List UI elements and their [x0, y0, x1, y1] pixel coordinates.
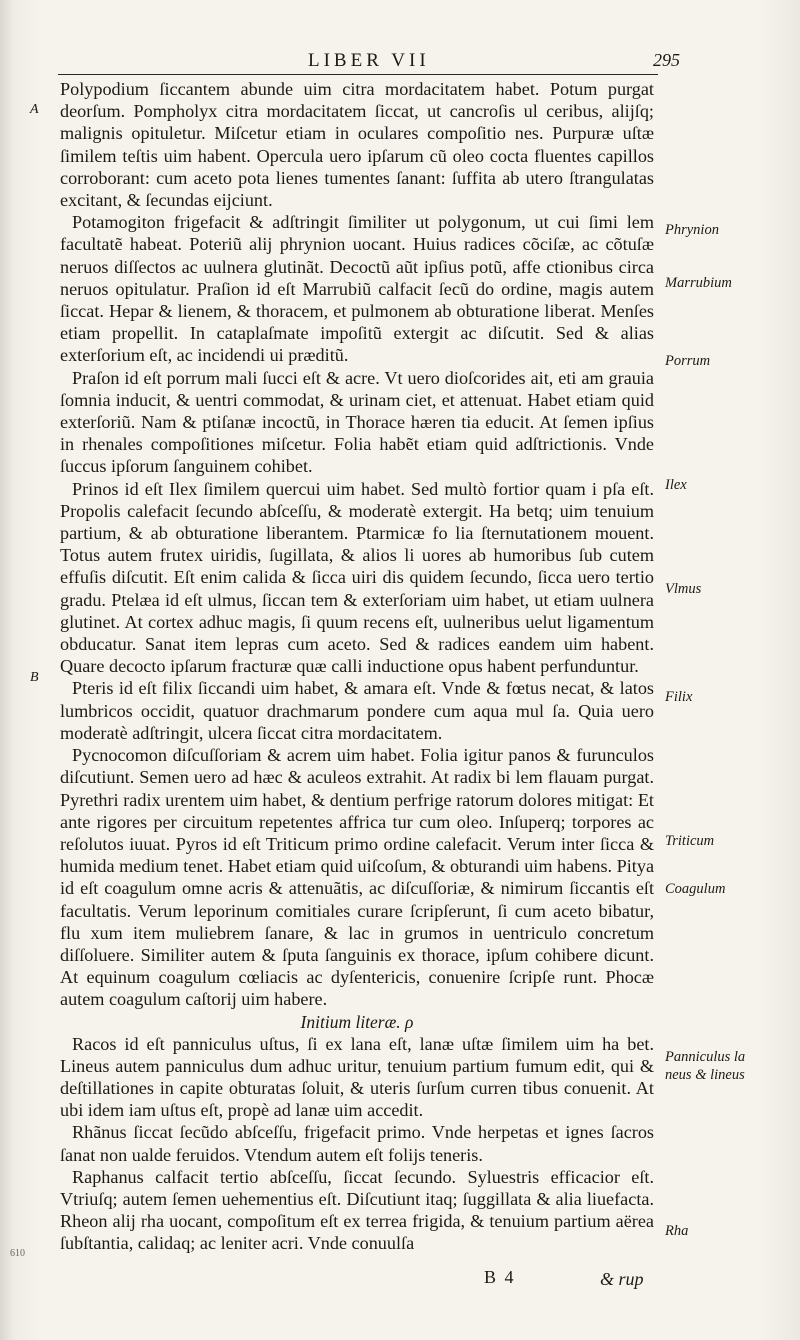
side-letter-b: B — [30, 670, 39, 685]
paragraph-pteris: Pteris id eſt filix ſiccandi uim habet, & amara eſt. Vnde & fœtus necat, & latos lumbricos occidit, quatuor drachmarum pondere cum aqua mul ſa. Quia uero moderatè adſtringit, ulcera ſiccat citra mordacitatem. — [60, 678, 654, 743]
margin-note-porrum: Porrum — [665, 353, 711, 369]
paragraph-prason: Praſon id eſt porrum mali ſucci eſt & acre. Vt uero dioſcorides ait, eti am grauia ſomnia inducit, & uentri commodat, & urinam ciet, et attenuat. Habet etiam quid exterſoriũ. Nam & ptiſanæ incoctũ, in Thorace hæren tia educit. At ſemen ipſius in rhenales compoſitiones miſcetur. Folia habẽt etiam quid adſtrictionis. Vnde ſuccus ipſorum ſanguinem cohibet. — [60, 367, 654, 477]
paragraph-potamogiton: Potamogiton frigefacit & adſtringit ſimiliter ut polygonum, ut cui ſimi lem facultatẽ habeat. Poteriũ alij phrynion uocant. Huius radices cõciſæ, ac cõtuſæ neruos diſſectos ac uulnera glutinãt. Decoctũ aũt ipſius potũ, affe ctionibus circa neruos opitulatur. Praſion id eſt Marrubiũ calfacit ſecũ do ordine, magis autem ſiccat. Hepar & lienem, & thoracem, et pulmonem ab obturatione liberat. Menſes etiam propellit. In cataplaſmate impoſitũ extergit ac diſcutit. Sed & alias exterſorium eſt, ac incidendi ui præditũ. — [60, 212, 654, 366]
page-header — [58, 44, 680, 75]
margin-note-ilex: Ilex — [665, 477, 687, 493]
paragraph-pycnocomon: Pycnocomon diſcuſſoriam & acrem uim habet. Folia igitur panos & furunculos diſcutiunt. Semen uero ad hæc & aculeos extrahit. At radix bi lem flauam purgat. Pyrethri radix urentem uim habet, & dentium perfrige ratorum dolores mitigat: Et ante rigores per circuitum repetentes affrica tur cum oleo. Inſuperq; torpores ac reſolutos iuuat. Pyros id eſt Triticum primo ordine calefacit. Verum inter ſicca & humida medium tenet. Habet etiam quid uiſcoſum, & obturandi uim habens. Pitya id eſt coagulum omne acris & attenuãtis, ac diſcuſſoriæ, & nimirum ſiccantis eſt facultatis. Verum leporinum comitiales curare ſcripſerunt, ſi cum aceto bibatur, flu xum item muliebrem ſanare, & lac in grumos in uentriculo concretum diſſoluere. Similiter autem & ſputa ſanguinis ex thorace, ipſum cohibere dicunt. At equinum coagulum cœliacis ac dyſentericis, conuenire ſcripſe runt. Phocæ autem coagulum caſtorij uim habere. — [60, 745, 655, 1010]
catchword: & rup — [600, 1269, 644, 1289]
margin-note-phrynion: Phrynion — [665, 222, 719, 238]
section-heading: Initium literæ. ρ — [300, 1011, 414, 1032]
paragraph-racos: Racos id eſt panniculus uſtus, ſi ex lana eſt, lanæ uſtæ ſimilem uim ha bet. Lineus autem panniculus dum adhuc uritur, tenuium partium fumum edit, qui & deſtillationes in capite obturatas ſoluit, & uteris ſurſum curren tibus conuenit. At ubi idem iam uſtus eſt, propè ad lanæ uim accedit. — [60, 1033, 654, 1121]
page-number: 295 — [653, 50, 680, 70]
paragraph-raphanus: Raphanus calfacit tertio abſceſſu, ſiccat ſecundo. Syluestris efficacior eſt. Vtriuſq; autem ſemen uehementius eſt. Diſcutiunt itaq; ſuggillata & alia liuefacta. Rheon alij rha uocant, compoſitum eſt ex terrea frigida, & tenuium partium aërea ſubſtantia, calidaq; ac leniter acri. Vnde conuulſa — [60, 1166, 654, 1254]
margin-note-filix: Filix — [665, 689, 693, 705]
stray-margin-mark: 610 — [10, 1248, 25, 1259]
paragraph-rhamnus: Rhãnus ſiccat ſecũdo abſceſſu, frigefacit primo. Vnde herpetas et ignes ſacros ſanat non ualde feruidos. Vtendum autem eſt folijs teneris. — [60, 1122, 654, 1165]
margin-note-ulmus: Vlmus — [665, 581, 702, 597]
margin-note-panniculus: Panniculus la neus & lineus — [665, 1049, 746, 1083]
side-letter-a: A — [30, 102, 39, 117]
margin-note-coagulum: Coagulum — [665, 881, 726, 897]
margin-note-triticum: Triticum — [665, 833, 715, 849]
margin-note-marrubium: Marrubium — [665, 275, 732, 291]
main-text-block — [60, 78, 654, 1255]
running-title: LIBER VII — [308, 50, 430, 71]
margin-note-rha: Rha — [665, 1223, 689, 1239]
paragraph-polypodium: Polypodium ſiccantem abunde uim citra mordacitatem habet. Potum purgat deorſum. Pompholyx citra mordacitatem ſiccat, ut cancroſis ul ceribus, alijſq; malignis opituletur. Miſcetur etiam in oculares compoſitio nes. Purpuræ uſtæ ſimilem teſtis uim habent. Opercula uero ipſarum cũ oleo cocta fluentes capillos corroborant: cum aceto pota lienes tumentes ſanant: ſuffita ab utero ſtrangulatas excitant, & ſecundas eijciunt. — [60, 79, 654, 211]
paragraph-prinos: Prinos id eſt Ilex ſimilem quercui uim habet. Sed multò fortior quam i pſa eſt. Propolis calefacit ſecundo abſceſſu, & moderatè extergit. Ha betq; uim tenuium partium, & ab obturatione liberantem. Ptarmicæ fo lia ſternutationem mouent. Totus autem frutex uiridis, ſugillata, & alios li uores ab humoribus ſub cutem effuſis diſcutit. Eſt enim calida & ſicca uiri dis quidem ſecundo, ſicca uero tertio gradu. Ptelæa id eſt ulmus, ſiccan tem & exterſoriam uim habet, ut etiam uulnera glutinet. At cortex adhuc magis, ſi quum recens eſt, uulneribus uelut ligamentum obducatur. Sanat item lepras cum aceto. Sed & radices eandem uim habent. Quare decocto ipſarum fracturæ quæ calli inductione opus habent perfunduntur. — [60, 478, 654, 677]
signature-mark: B 4 — [484, 1267, 516, 1287]
